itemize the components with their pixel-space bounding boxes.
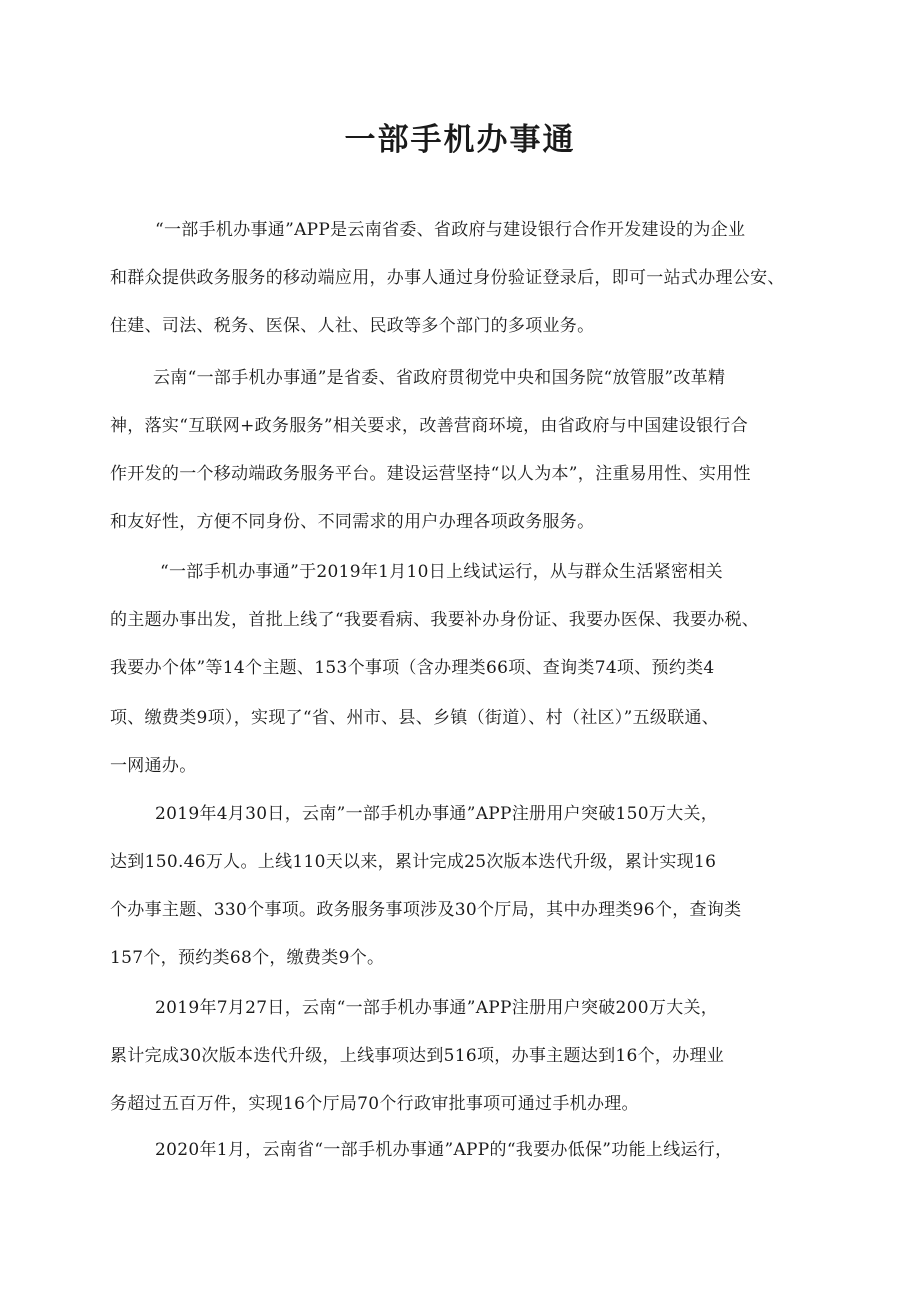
paragraph-line: 项、缴费类9项），实现了“省、州市、县、乡镇（街道）、村（社区）”五级联通、	[110, 708, 720, 728]
document-title: 一部手机办事通	[344, 122, 576, 158]
paragraph-line: 住建、司法、税务、医保、人社、民政等多个部门的多项业务。	[110, 316, 595, 336]
paragraph-line: 达到150.46万人。上线110天以来，累计完成25次版本迭代升级，累计实现16	[110, 852, 717, 872]
paragraph-line: 一网通办。	[110, 756, 197, 776]
paragraph-line: 和友好性，方便不同身份、不同需求的用户办理各项政务服务。	[110, 512, 595, 532]
paragraph-line: 2019年4月30日，云南”一部手机办事通”APP注册用户突破150万大关，	[155, 804, 719, 824]
paragraph-line: “一部手机办事通”APP是云南省委、省政府与建设银行合作开发建设的为企业	[155, 220, 746, 240]
paragraph-line: 我要办个体”等14个主题、153个事项（含办理类66项、查询类74项、预约类4	[110, 658, 715, 678]
paragraph-line: “一部手机办事通”于2019年1月10日上线试运行，从与群众生活紧密相关	[160, 562, 723, 582]
paragraph-line: 2020年1月，云南省“一部手机办事通”APP的“我要办低保”功能上线运行，	[155, 1140, 733, 1160]
paragraph-line: 神，落实“互联网+政务服务”相关要求，改善营商环境，由省政府与中国建设银行合	[110, 416, 749, 436]
paragraph-line: 和群众提供政务服务的移动端应用，办事人通过身份验证登录后，即可一站式办理公安、	[110, 268, 785, 288]
paragraph-line: 累计完成30次版本迭代升级，上线事项达到516项，办事主题达到16个，办理业	[110, 1046, 725, 1066]
paragraph-line: 157个，预约类68个，缴费类9个。	[110, 948, 385, 968]
paragraph-line: 云南“一部手机办事通”是省委、省政府贯彻党中央和国务院“放管服”改革精	[153, 368, 726, 388]
paragraph-line: 务超过五百万件，实现16个厅局70个行政审批事项可通过手机办理。	[110, 1094, 639, 1114]
paragraph-line: 的主题办事出发，首批上线了“我要看病、我要补办身份证、我要办医保、我要办税、	[110, 610, 760, 630]
paragraph-line: 作开发的一个移动端政务服务平台。建设运营坚持“以人为本”，注重易用性、实用性	[110, 464, 751, 484]
paragraph-line: 个办事主题、330个事项。政务服务事项涉及30个厅局，其中办理类96个，查询类	[110, 900, 742, 920]
paragraph-line: 2019年7月27日，云南“一部手机办事通”APP注册用户突破200万大关，	[155, 998, 719, 1018]
